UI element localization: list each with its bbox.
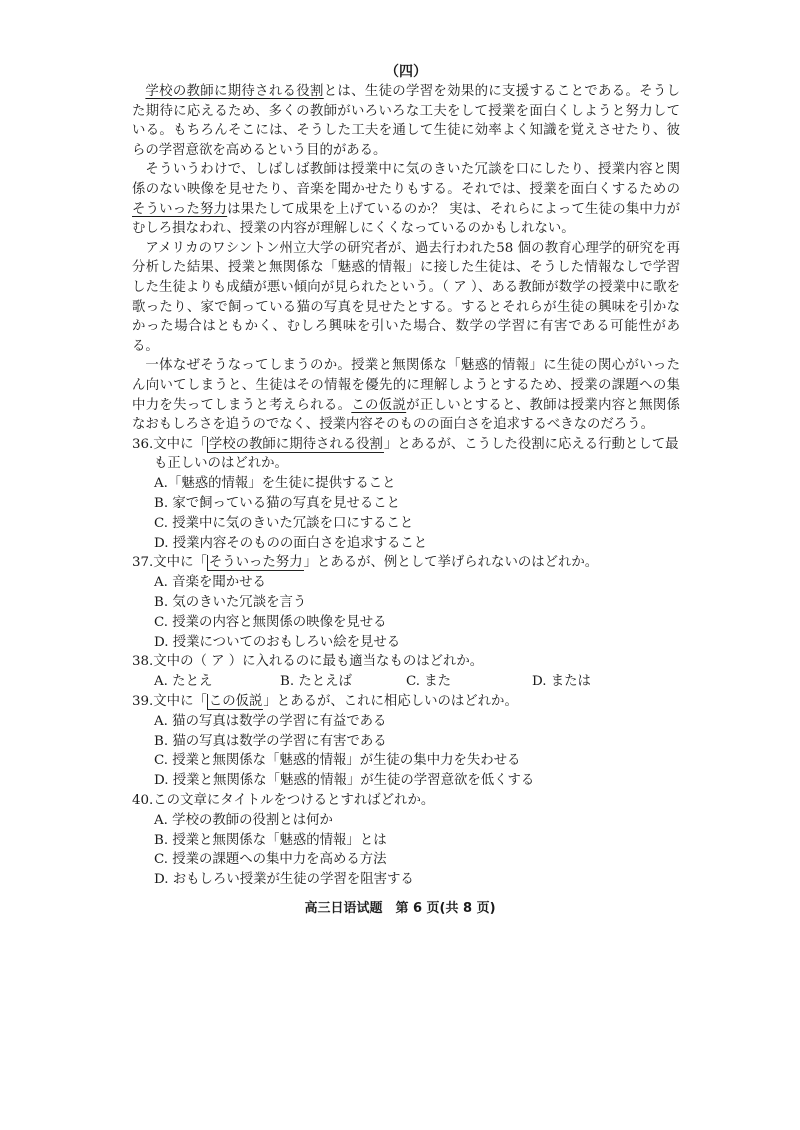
passage-paragraph-2: [132, 160, 680, 238]
paragraph-text: が正しいとすると、教師は授業内容と無関係なおもしろさを追うのでなく、授業内容そのものの面白さを追求するべきなのだろう。: [132, 397, 681, 433]
question-stem: [132, 692, 680, 712]
option-d[interactable]: D. 授業についてのおもしろい絵を見せる: [154, 634, 401, 650]
option-a[interactable]: A. 音楽を聞かせる: [154, 575, 266, 591]
underlined-phrase-effort: そういった努力: [132, 201, 228, 217]
option-row: [132, 672, 680, 692]
option-c[interactable]: C. また: [406, 674, 452, 690]
underlined-phrase-hypothesis: この仮説: [351, 397, 407, 413]
paragraph-text: 一体なぜそうなってしまうのか。授業と無関係な「魅惑的情報」に生徒の関心がいったん向いてしまうと、生徒はその情報を優先的に理解しようとするため、授業の課題への集中力を失ってしまうと考えられる。: [132, 358, 680, 413]
passage-paragraph-1: [132, 82, 680, 160]
question-36: [132, 435, 680, 554]
option-b[interactable]: B. 猫の写真は数学の学習に有害である: [154, 733, 387, 749]
question-37: [132, 553, 680, 652]
boxed-quote: この仮説: [208, 694, 263, 710]
paragraph-text: そういうわけで、しばしば教師は授業中に気のきいた冗談を口にしたり、授業内容と関係のない映像を見せたり、音楽を聞かせたりもする。それでは、授業を面白くするための: [132, 162, 680, 197]
question-38: [132, 652, 680, 692]
question-number: 38.: [132, 654, 154, 670]
underlined-phrase-role: 学校の教師に期待される役割: [145, 84, 324, 99]
question-39: [132, 692, 680, 791]
stem-text: この文章にタイトルをつけるとすればどれか。: [153, 793, 435, 809]
stem-text: 」とあるが、例として挙げられないのはどれか。: [303, 555, 599, 571]
option-d[interactable]: D. おもしろい授業が生徒の学習を阻害する: [154, 872, 414, 888]
stem-text: 」とあるが、これに相応しいのはどれか。: [263, 694, 518, 710]
stem-text: 文中に「: [153, 694, 207, 710]
question-stem: [132, 652, 680, 672]
option-c[interactable]: C. 授業の課題への集中力を高める方法: [154, 852, 387, 868]
option-c[interactable]: C. 授業と無関係な「魅惑的情報」が生徒の集中力を失わせる: [154, 753, 521, 769]
question-number: 39.: [132, 694, 154, 710]
option-d[interactable]: D. 授業内容そのものの面白さを追求すること: [154, 535, 428, 551]
paragraph-text: とは、生徒の学習を効果的に支援することである。そうした期待に応えるため、多くの教師がいろいろな工夫をして授業を面白くしようと努力している。もちろんそこには、そうした工夫を通して生徒に効率よく知識を覚えさせたり、彼らの学習意欲を高めるという目的がある。: [132, 84, 680, 158]
page-footer: 高三日语试题 第 6 页(共 8 页): [304, 901, 496, 916]
option-d[interactable]: D. 授業と無関係な「魅惑的情報」が生徒の学習意欲を低くする: [154, 773, 535, 789]
stem-text: 文中に「: [153, 555, 207, 571]
question-stem: [132, 791, 680, 811]
stem-text: 文中の（ ア ）に入れるのに最も適当なものはどれか。: [153, 654, 484, 670]
question-40: [132, 791, 680, 890]
passage-paragraph-4: [132, 356, 680, 434]
paragraph-text: は果たして成果を上げているのか？ 実は、それらによって生徒の集中力がむしろ損なわれ、授業の内容が理解しにくくなっているのかもしれない。: [132, 201, 680, 237]
option-c[interactable]: C. 授業中に気のきいた冗談を口にすること: [154, 515, 414, 531]
question-number: 37.: [132, 555, 154, 571]
option-c[interactable]: C. 授業の内容と無関係の映像を見せる: [154, 614, 387, 630]
option-a[interactable]: A. 猫の写真は数学の学習に有益である: [154, 713, 387, 729]
passage-paragraph-3: アメリカのワシントン州立大学の研究者が、過去行われた58 個の教育心理学的研究を再分析した結果、授業と無関係な「魅惑的情報」に接した生徒は、そうした情報なしで学習した生徒よりも成績が悪い傾向が見られたという。（ ア ）、ある教師が数学の授業中に歌を歌ったり、家で飼っている猫の写真を見せたとする。するとそれらが生徒の興味を引かなかった場合はともかく、むしろ興味を引いた場合、数学の学習に有害である可能性がある。: [132, 240, 680, 354]
question-stem: [132, 553, 680, 573]
boxed-quote: そういった努力: [208, 555, 303, 571]
exam-page: [132, 62, 680, 890]
stem-text: 」とあるが、こうした役割に応える行動として最も正しいのはどれか。: [154, 436, 679, 472]
option-a[interactable]: A. 学校の教師の役割とは何か: [154, 812, 333, 828]
option-d[interactable]: D. または: [532, 674, 591, 690]
stem-text: 文中に「: [153, 436, 207, 452]
question-number: 40.: [132, 793, 154, 809]
option-a[interactable]: A.「魅惑的情報」を生徒に提供すること: [154, 476, 396, 492]
question-stem: [132, 435, 680, 475]
option-b[interactable]: B. 気のきいた冗談を言う: [154, 595, 307, 611]
boxed-quote: 学校の教師に期待される役割: [208, 436, 383, 452]
option-b[interactable]: B. たとえば: [280, 674, 352, 690]
option-b[interactable]: B. 家で飼っている猫の写真を見せること: [154, 496, 400, 512]
option-a[interactable]: A. たとえ: [154, 674, 213, 690]
option-b[interactable]: B. 授業と無関係な「魅惑的情報」とは: [154, 832, 387, 848]
section-title: （四）: [385, 64, 427, 80]
question-number: 36.: [132, 436, 154, 452]
